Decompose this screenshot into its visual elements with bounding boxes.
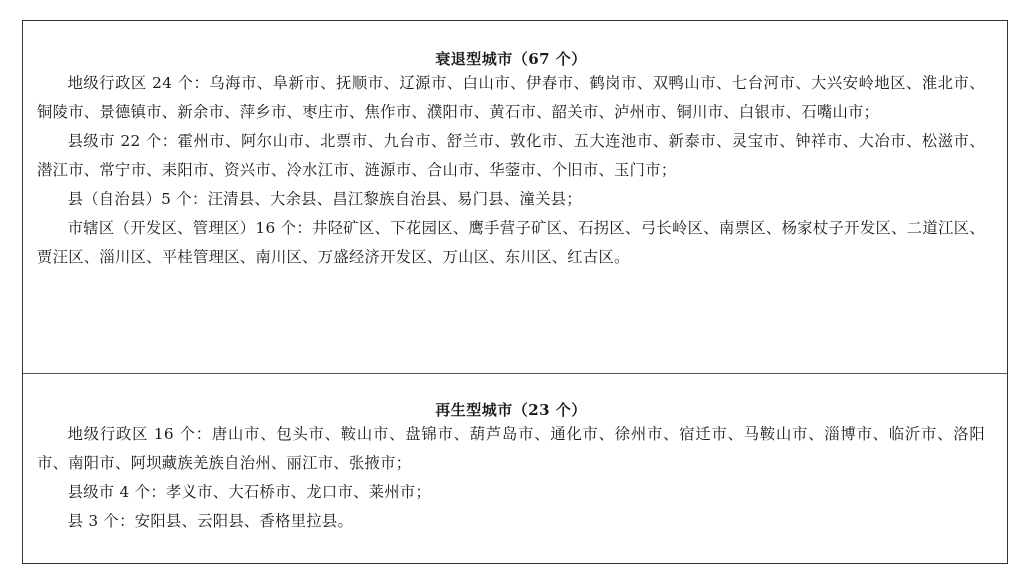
- regenerating-prefecture-list: 地级行政区 16 个：唐山市、包头市、鞍山市、盘锦市、葫芦岛市、通化市、徐州市、宿迁市、马鞍山市、淄博市、临沂市、洛阳市、南阳市、阿坝藏族羌族自治州、丽江市、张掖市；: [37, 425, 985, 472]
- declining-county-list: 县（自治县）5 个：汪清县、大余县、昌江黎族自治县、易门县、潼关县；: [67, 190, 582, 208]
- regenerating-cities-title: 再生型城市（23 个）: [435, 401, 587, 419]
- declining-district-list: 市辖区（开发区、管理区）16 个：井陉矿区、下花园区、鹰手营子矿区、石拐区、弓长岭区、南票区、杨家杖子开发区、二道江区、贾汪区、淄川区、平桂管理区、南川区、万盛经济开发区、万山区、东川区、红古区。: [37, 219, 985, 266]
- regenerating-cities-section: [23, 373, 1007, 563]
- city-classification-table: [22, 20, 1008, 564]
- declining-county-city-list: 县级市 22 个：霍州市、阿尔山市、北票市、九台市、舒兰市、敦化市、五大连池市、新泰市、灵宝市、钟祥市、大冶市、松滋市、潜江市、常宁市、耒阳市、资兴市、冷水江市、涟源市、合山市、华蓥市、个旧市、玉门市；: [37, 132, 985, 179]
- declining-cities-title: 衰退型城市（67 个）: [435, 50, 587, 68]
- declining-cities-section: [23, 21, 1007, 373]
- regenerating-county-city-list: 县级市 4 个：孝义市、大石桥市、龙口市、莱州市；: [67, 483, 432, 501]
- declining-prefecture-list: 地级行政区 24 个：乌海市、阜新市、抚顺市、辽源市、白山市、伊春市、鹤岗市、双鸭山市、七台河市、大兴安岭地区、淮北市、铜陵市、景德镇市、新余市、萍乡市、枣庄市、焦作市、濮阳市、黄石市、韶关市、泸州市、铜川市、白银市、石嘴山市；: [37, 74, 985, 121]
- regenerating-county-list: 县 3 个：安阳县、云阳县、香格里拉县。: [67, 512, 354, 530]
